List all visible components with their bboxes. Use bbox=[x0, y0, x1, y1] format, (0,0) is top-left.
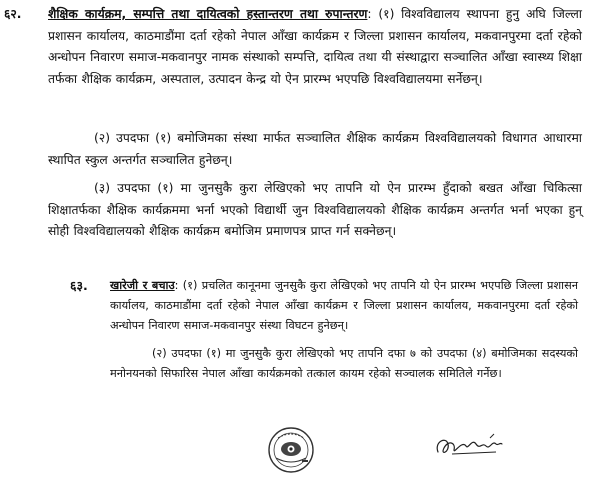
section-paragraph: (२) उपदफा (१) मा जुनसुकै कुरा लेखिएको भए तापनि दफा ७ को उपदफा (४) बमोजिमका सदस्यको मनोनयनको सिफारिस नेपाल आँखा कार्यक्रमको तत्काल कायम रहेको सञ्चालक समितिले गर्नेछ। bbox=[110, 347, 578, 380]
section-paragraph: (१) प्रचलित कानूनमा जुनसुकै कुरा लेखिएको भए तापनि यो ऐन प्रारम्भ भएपछि जिल्ला प्रशासन कार्यालय, काठमाडौंमा दर्ता रहेको नेपाल आँखा कार्यक्रम र जिल्ला प्रशासन कार्यालय, मकवानपुरमा दर्ता रहेको अन्धोपन निवारण समाज-मकवानपुर संस्था विघटन हुनेछन्। bbox=[110, 279, 578, 332]
section-62-subsection-3 bbox=[48, 178, 582, 243]
section-63-subsection-2 bbox=[110, 344, 578, 384]
section-paragraph: (१) विश्वविद्यालय स्थापना हुनु अघि जिल्ला प्रशासन कार्यालय, काठमाडौंमा दर्ता रहेको नेपाल आँखा कार्यक्रम र जिल्ला प्रशासन कार्यालय, मकवानपुरमा दर्ता रहेको अन्धोपन निवारण समाज-मकवानपुर नामक संस्थाको सम्पत्ति, दायित्व तथा यी संस्थाद्वारा सञ्चालित आँखा स्वास्थ्य शिक्षा तर्फका शैक्षिक कार्यक्रम, अस्पताल, उत्पादन केन्द्र यो ऐन प्रारम्भ भएपछि विश्वविद्यालयमा सर्नेछन्। bbox=[48, 7, 582, 86]
section-number: ६२. bbox=[4, 7, 22, 21]
section-62 bbox=[4, 4, 582, 90]
section-paragraph: (३) उपदफा (१) मा जुनसुकै कुरा लेखिएको भए तापनि यो ऐन प्रारम्भ हुँदाको बखत आँखा चिकित्सा शिक्षातर्फका शैक्षिक कार्यक्रममा भर्ना भएको विद्यार्थी जुन विश्वविद्यालयको शैक्षिक कार्यक्रम अन्तर्गत भर्ना भएका हुन् सोही विश्वविद्यालयको शैक्षिक कार्यक्रम बमोजिम प्रमाणपत्र प्राप्त गर्न सक्नेछन्। bbox=[48, 181, 582, 238]
section-heading: खारेजी र बचाउ bbox=[110, 279, 175, 292]
heading-separator: : bbox=[174, 279, 179, 292]
signature-icon bbox=[432, 432, 506, 462]
section-62-subsection-2 bbox=[48, 128, 582, 171]
heading-separator: : bbox=[367, 7, 372, 21]
section-63 bbox=[70, 276, 578, 336]
section-heading: शैक्षिक कार्यक्रम, सम्पत्ति तथा दायित्वको हस्तान्तरण तथा रुपान्तरण bbox=[48, 7, 368, 21]
section-paragraph: (२) उपदफा (१) बमोजिमका संस्था मार्फत सञ्चालित शैक्षिक कार्यक्रम विश्वविद्यालयको विधागत आधारमा स्थापित स्कुल अन्तर्गत सञ्चालित हुनेछन्। bbox=[48, 131, 582, 167]
official-seal-icon bbox=[262, 424, 320, 476]
section-number: ६३. bbox=[70, 278, 88, 293]
